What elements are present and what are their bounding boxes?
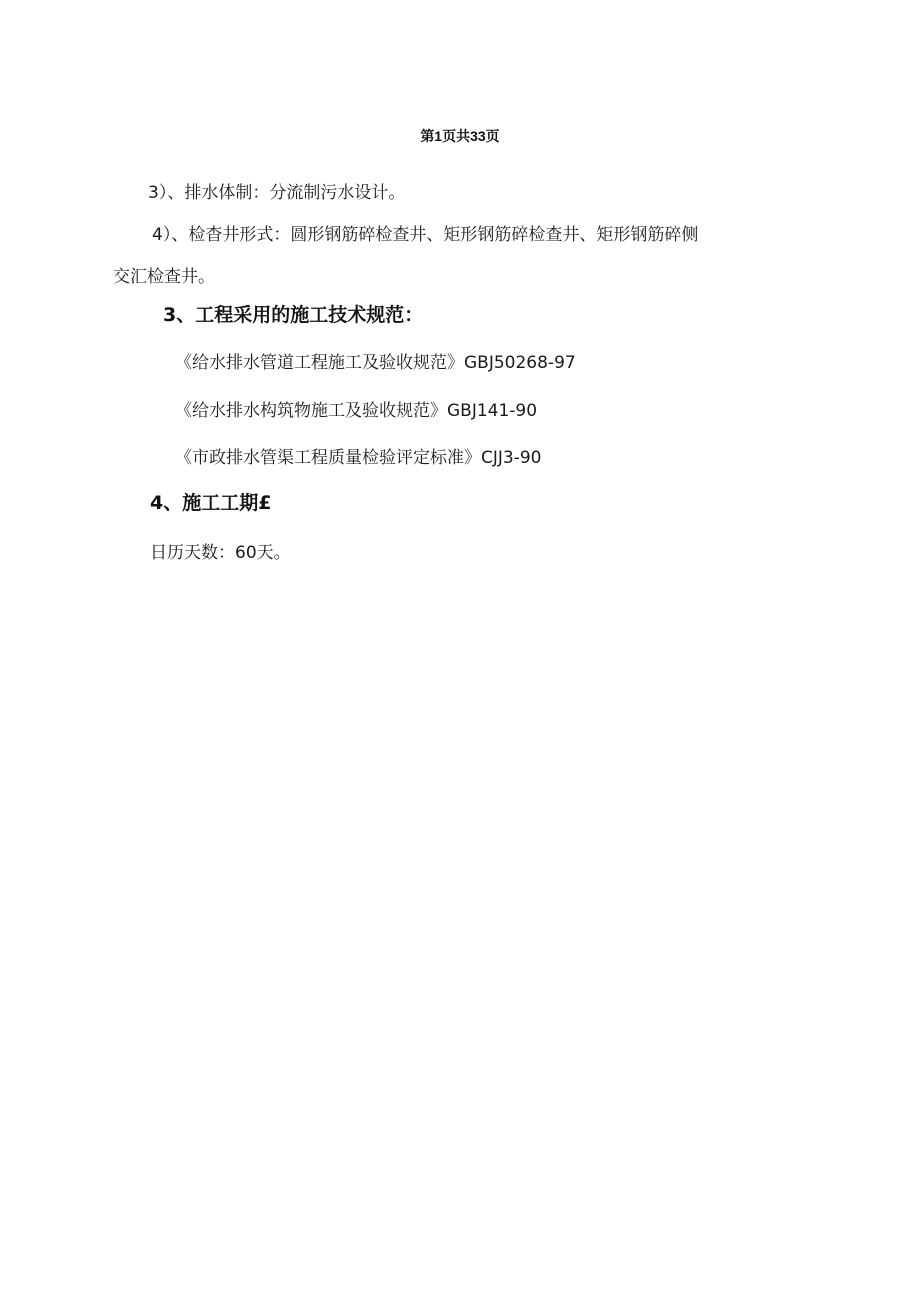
drainage-system-item: 3）、排水体制：分流制污水设计。 bbox=[148, 183, 406, 203]
inspection-well-item-line1: 4）、检杳井形式：圆形钢筋碎检查井、矩形钢筋碎检查井、矩形钢筋碎侧 bbox=[152, 225, 699, 245]
duration-text: 日历天数：60天。 bbox=[150, 543, 291, 563]
reference-item: 《给水排水管道工程施工及验收规范》GBJ50268-97 bbox=[175, 353, 576, 373]
reference-item: 《市政排水管渠工程质量检验评定标准》CJJ3-90 bbox=[175, 448, 542, 468]
section-3-heading: 3、工程采用的施工技术规范： bbox=[163, 304, 424, 326]
page-indicator: 第1页共33页 bbox=[420, 128, 500, 144]
inspection-well-item-line2: 交汇检查井。 bbox=[113, 267, 215, 287]
section-4-heading: 4、施工工期£ bbox=[150, 492, 272, 514]
reference-item: 《给水排水构筑物施工及验收规范》GBJ141-90 bbox=[175, 401, 538, 421]
